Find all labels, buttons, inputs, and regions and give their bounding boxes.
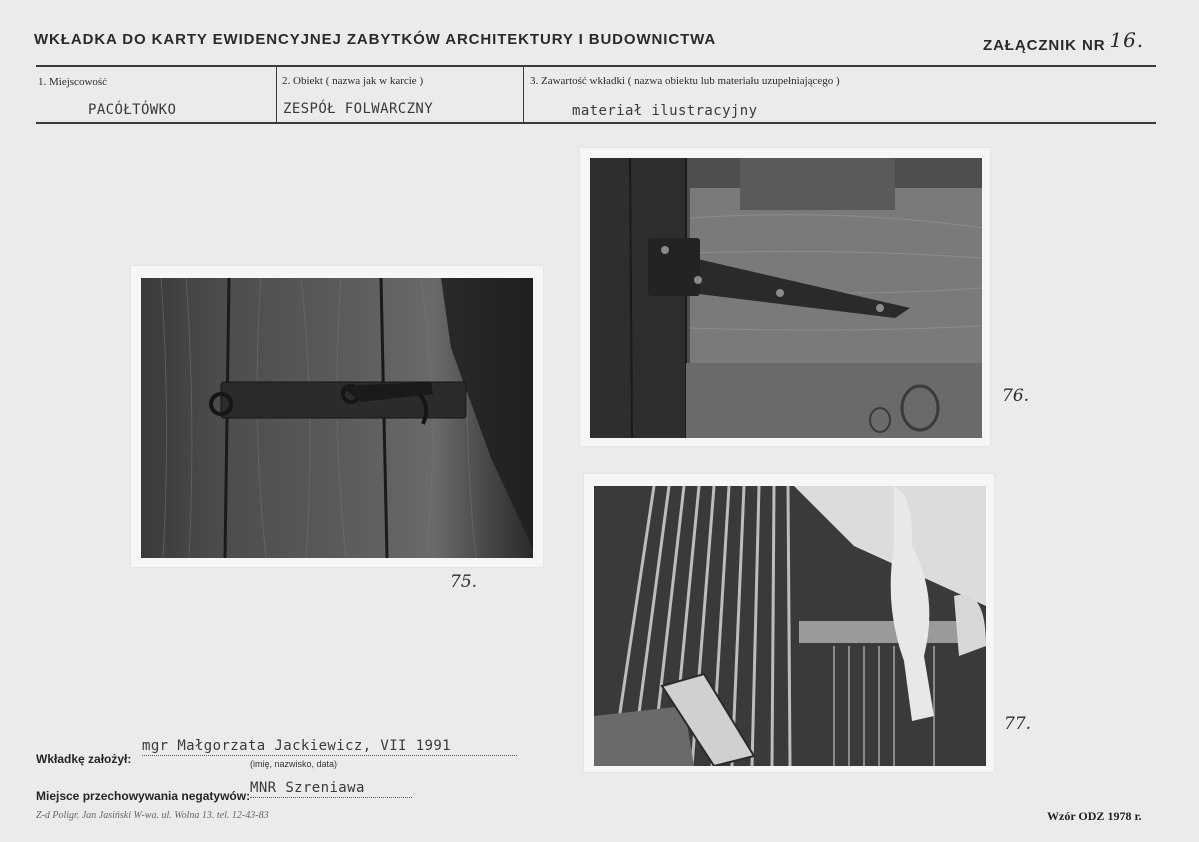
photo-mount-76 (580, 148, 990, 446)
contents-label: 3. Zawartość wkładki ( nazwa obiektu lub materiału uzupełniającego ) (530, 75, 840, 87)
author-value: mgr Małgorzata Jackiewicz, VII 1991 (142, 738, 517, 756)
photo-number-75: 75. (450, 572, 478, 592)
table-bottom-rule (36, 122, 1156, 124)
form-model-note: Wzór ODZ 1978 r. (1047, 809, 1142, 823)
table-top-rule (36, 65, 1156, 67)
contents-value: materiał ilustracyjny (572, 103, 758, 119)
column-divider-1 (276, 66, 277, 123)
photo-number-76: 76. (1002, 386, 1030, 406)
document-title: WKŁADKA DO KARTY EWIDENCYJNEJ ZABYTKÓW ARCHITEKTURY I BUDOWNICTWA (34, 31, 717, 48)
photo-mount-75 (131, 266, 543, 567)
photo-mount-77 (584, 474, 994, 772)
storage-value: MNR Szreniawa (250, 780, 412, 798)
author-label: Wkładkę założył: (36, 752, 132, 766)
locality-value: PACÓŁTÓWKO (88, 102, 177, 118)
object-value: ZESPÓŁ FOLWARCZNY (283, 101, 434, 117)
attachment-label-group (983, 28, 1144, 55)
locality-label: 1. Miejscowość (38, 76, 108, 88)
printer-imprint: Z-d Poligr. Jan Jasiński W-wa. ul. Wolna 13. tel. 12-43-83 (36, 810, 269, 821)
column-divider-2 (523, 66, 524, 123)
author-hint: (imię, nazwisko, data) (250, 759, 338, 769)
photo-strap-hinge (590, 158, 982, 438)
attachment-number: 16. (1109, 28, 1144, 52)
photo-number-77: 77. (1004, 714, 1032, 734)
object-label: 2. Obiekt ( nazwa jak w karcie ) (282, 75, 424, 87)
photo-door-bolt (141, 278, 533, 558)
photo-wattle-wall (594, 486, 986, 766)
storage-label: Miejsce przechowywania negatywów: (36, 789, 251, 803)
attachment-label: ZAŁĄCZNIK NR (983, 37, 1106, 54)
